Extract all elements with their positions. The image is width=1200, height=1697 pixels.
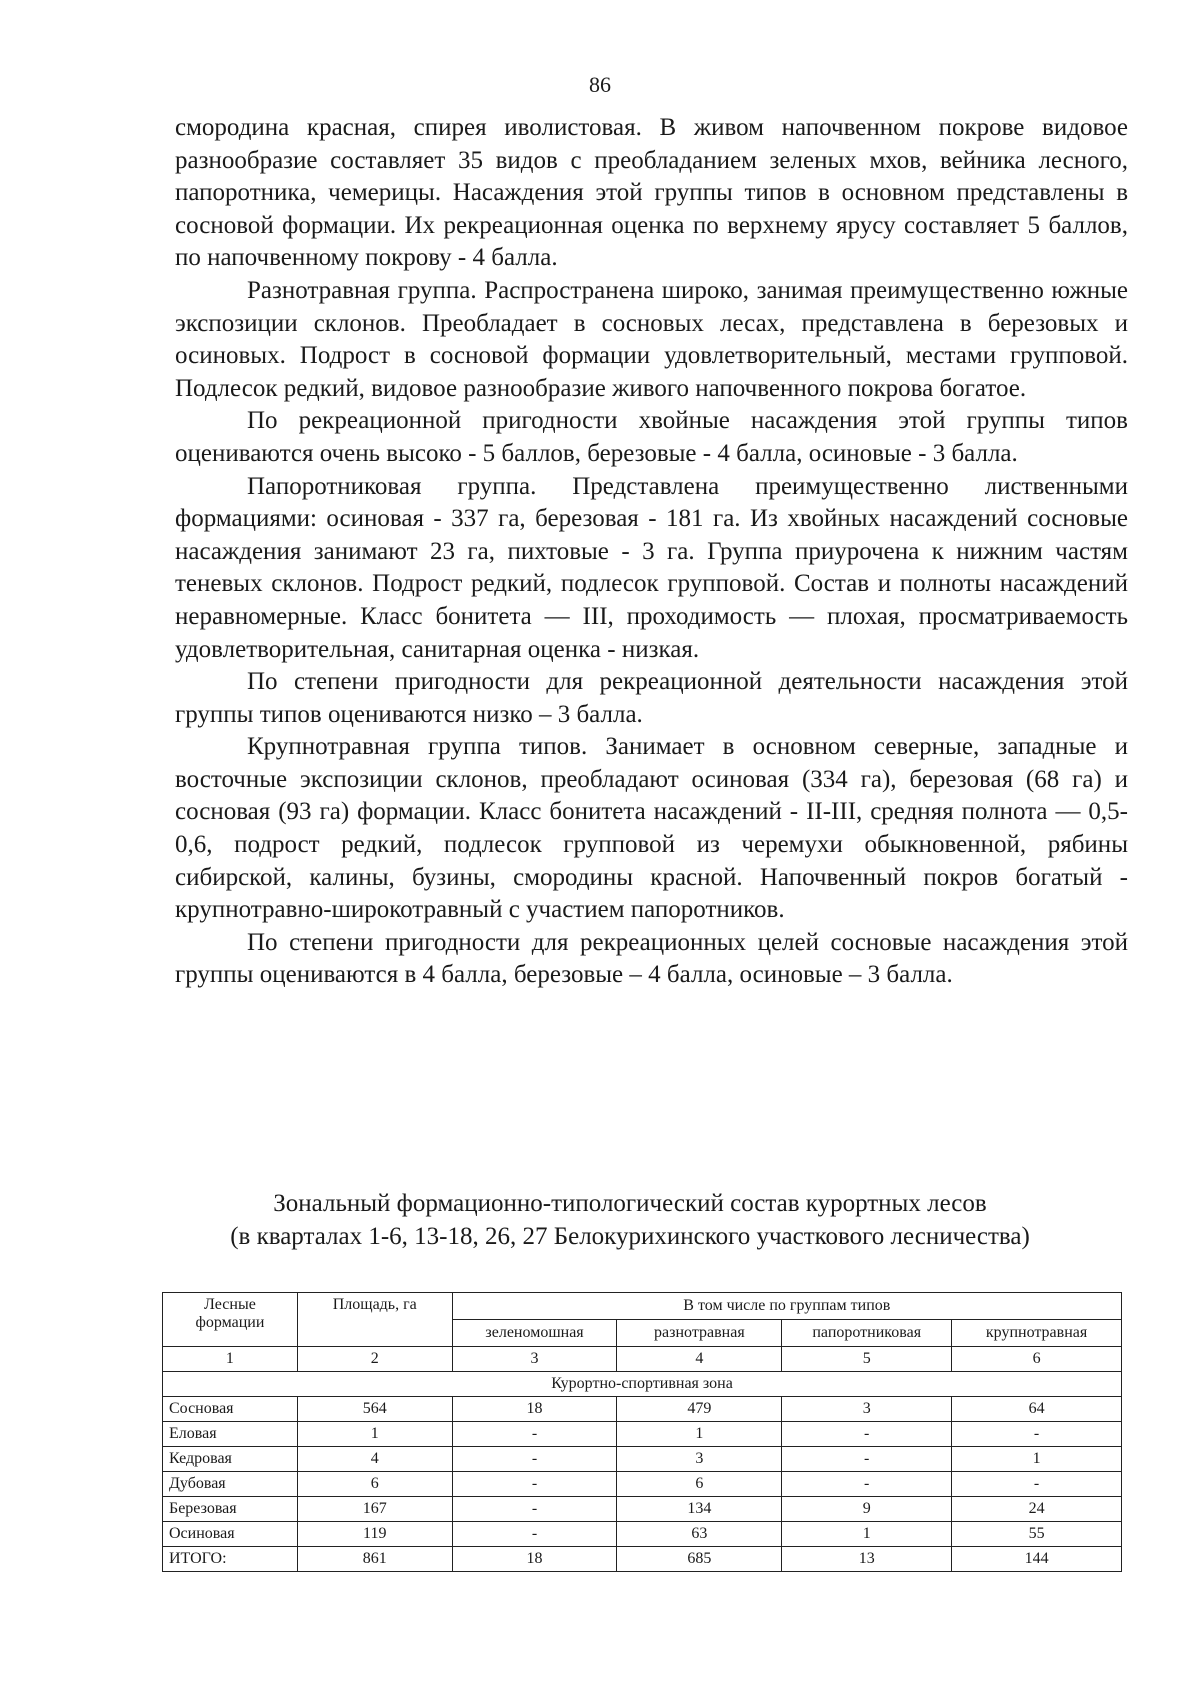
table-cell: 134 <box>617 1497 782 1522</box>
table-cell: - <box>782 1447 952 1472</box>
table-caption-line-1: Зональный формационно-типологический состав курортных лесов <box>273 1190 987 1217</box>
zone-label: Курортно-спортивная зона <box>163 1372 1122 1397</box>
table-cell: 55 <box>952 1522 1122 1547</box>
table-cell: 1 <box>782 1522 952 1547</box>
table-caption-line-2: (в кварталах 1-6, 13-18, 26, 27 Белокурихинского участкового лесничества) <box>230 1223 1030 1250</box>
page-number: 86 <box>589 72 611 97</box>
table-cell: 1 <box>952 1447 1122 1472</box>
total-row <box>163 1547 1122 1572</box>
table-cell: 119 <box>297 1522 452 1547</box>
table-cell: 18 <box>452 1547 617 1572</box>
table-cell: 861 <box>297 1547 452 1572</box>
table-cell: 479 <box>617 1397 782 1422</box>
zone-row <box>163 1372 1122 1397</box>
paragraph-krupnotravnaya-assessment: По степени пригодности для рекреационных целей сосновые насаждения этой группы оцениваются в 4 балла, березовые – 4 балла, осиновые – 3 балла. <box>175 928 1128 989</box>
paragraph-raznotravnaya-assessment: По рекреационной пригодности хвойные насаждения этой группы типов оцениваются очень высоко - 5 баллов, березовые - 4 балла, осиновые - 3 балла. <box>175 407 1128 467</box>
paragraph-paporotnikovaya-assessment: По степени пригодности для рекреационной деятельности насаждения этой группы типов оцениваются низко – 3 балла. <box>175 668 1128 728</box>
paragraph-continued: смородина красная, спирея иволистовая. В живом напочвенном покрове видовое разнообразие составляет 35 видов с преобладанием зеленых мхов, вейника лесного, папоротника, чемерицы. Насаждения этой группы типов в основном представлены в сосновой формации. Их рекреационная оценка по верхнему ярусу составляет 5 баллов, по напочвенному покрову - 4 балла. <box>175 114 1128 272</box>
column-number: 2 <box>297 1347 452 1372</box>
header-group-4: крупнотравная <box>952 1320 1122 1347</box>
formations-table <box>162 1292 1122 1572</box>
table-cell: - <box>452 1447 617 1472</box>
table-row <box>163 1397 1122 1422</box>
table-row <box>163 1422 1122 1447</box>
table-cell: 564 <box>297 1397 452 1422</box>
table-caption <box>130 1187 1130 1253</box>
table-cell: - <box>452 1522 617 1547</box>
table-cell: 63 <box>617 1522 782 1547</box>
formation-name: Осиновая <box>163 1522 298 1547</box>
paragraph-raznotravnaya: Разнотравная группа. Распространена широко, занимая преимущественно южные экспозиции склонов. Преобладает в сосновых лесах, представлена в березовых и осиновых. Подрост в сосновой формации удовлетворительный, местами групповой. Подлесок редкий, видовое разнообразие живого напочвенного покрова богатое. <box>175 276 1128 402</box>
table-row <box>163 1497 1122 1522</box>
header-group-3: папоротниковая <box>782 1320 952 1347</box>
table-cell: - <box>452 1472 617 1497</box>
table-cell: 18 <box>452 1397 617 1422</box>
table-cell: 6 <box>297 1472 452 1497</box>
table-row <box>163 1447 1122 1472</box>
column-number: 1 <box>163 1347 298 1372</box>
column-number: 3 <box>452 1347 617 1372</box>
header-area: Площадь, га <box>297 1293 452 1347</box>
header-group-2: разнотравная <box>617 1320 782 1347</box>
table-cell: 6 <box>617 1472 782 1497</box>
column-number: 6 <box>952 1347 1122 1372</box>
table-cell: - <box>952 1422 1122 1447</box>
column-number-row <box>163 1347 1122 1372</box>
table-cell: 1 <box>617 1422 782 1447</box>
table-cell: 144 <box>952 1547 1122 1572</box>
paragraph-krupnotravnaya: Крупнотравная группа типов. Занимает в основном северные, западные и восточные экспозиции склонов, преобладают осиновая (334 га), березовая (68 га) и сосновая (93 га) формации. Класс бонитета насаждений - II-III, средняя полнота — 0,5-0,6, подрост редкий, подлесок групповой из черемухи обыкновенной, рябины сибирской, калины, бузины, смородины красной. Напочвенный покров богатый - крупнотравно-широкотравный с участием папоротников. <box>175 733 1128 924</box>
column-number: 4 <box>617 1347 782 1372</box>
formation-name: Дубовая <box>163 1472 298 1497</box>
table-row <box>163 1522 1122 1547</box>
table-cell: 9 <box>782 1497 952 1522</box>
table-cell: 1 <box>297 1422 452 1447</box>
table-cell: - <box>452 1497 617 1522</box>
table-cell: 4 <box>297 1447 452 1472</box>
table-cell: - <box>452 1422 617 1447</box>
formation-name: Еловая <box>163 1422 298 1447</box>
header-group-1: зеленомошная <box>452 1320 617 1347</box>
paragraph-paporotnikovaya: Папоротниковая группа. Представлена преимущественно лиственными формациями: осиновая - 337 га, березовая - 181 га. Из хвойных насаждений сосновые насаждения занимают 23 га, пихтовые - 3 га. Группа приурочена к нижним частям теневых склонов. Подрост редкий, подлесок групповой. Состав и полноты насаждений неравномерные. Класс бонитета — III, проходимость — плохая, просматриваемость удовлетворительная, санитарная оценка - низкая. <box>175 472 1128 663</box>
header-formations: Лесные формации <box>163 1293 298 1347</box>
table-cell: - <box>782 1422 952 1447</box>
table-cell: 3 <box>782 1397 952 1422</box>
table-cell: 3 <box>617 1447 782 1472</box>
table-cell: 24 <box>952 1497 1122 1522</box>
body-text <box>175 112 1128 992</box>
header-by-groups: В том числе по группам типов <box>452 1293 1121 1320</box>
table-row <box>163 1472 1122 1497</box>
table-cell: 167 <box>297 1497 452 1522</box>
formation-name: Березовая <box>163 1497 298 1522</box>
table-cell: 64 <box>952 1397 1122 1422</box>
formation-name: Кедровая <box>163 1447 298 1472</box>
formation-name: Сосновая <box>163 1397 298 1422</box>
table-cell: 685 <box>617 1547 782 1572</box>
table-cell: 13 <box>782 1547 952 1572</box>
total-label: ИТОГО: <box>163 1547 298 1572</box>
header-row <box>163 1293 1122 1320</box>
table-cell: - <box>952 1472 1122 1497</box>
column-number: 5 <box>782 1347 952 1372</box>
table-cell: - <box>782 1472 952 1497</box>
